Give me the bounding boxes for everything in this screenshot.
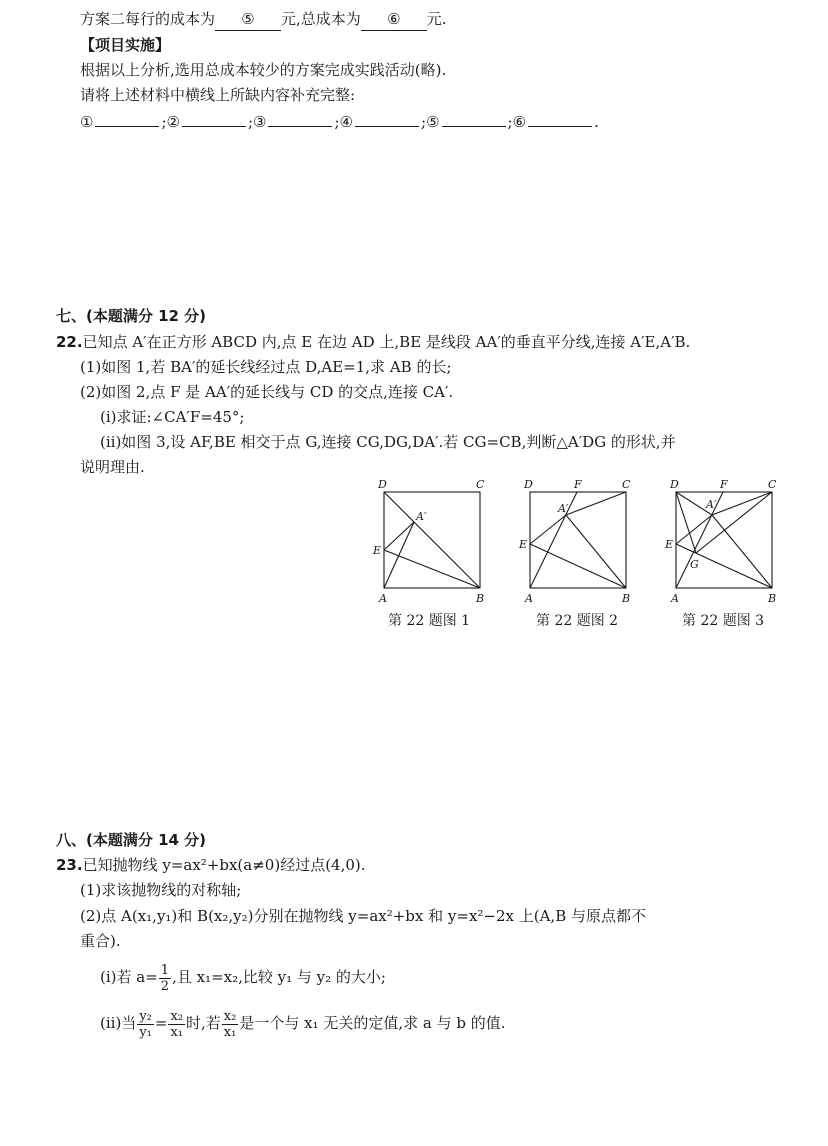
fig2-label-ap: A′ — [558, 502, 569, 515]
fraction-x2-x1-a: $\frac{\text{x₂}}{\text{x₁}}$ — [170, 1008, 183, 1040]
fig1-line-ea — [384, 522, 414, 550]
answer-blanks: ① ;② ;③ ;④ ;⑤ ;⑥ . — [80, 110, 599, 133]
q22-part1: (1)如图 1,若 BA′的延长线经过点 D,AE=1,求 AB 的长; — [80, 358, 452, 376]
fig1-label-a: A — [379, 592, 387, 605]
answer-blank-4[interactable] — [355, 110, 419, 127]
fig2-line-eb — [530, 544, 626, 588]
fig1-label-d: D — [378, 478, 387, 491]
answer-blank-3[interactable] — [268, 110, 332, 127]
answer-blank-5[interactable] — [442, 110, 506, 127]
cost-line: 方案二每行的成本为 ⑤ 元,总成本为 ⑥ 元. — [80, 8, 447, 31]
section8-heading: 八、(本题满分 14 分) — [56, 831, 207, 849]
fig2-label-e: E — [519, 538, 528, 551]
q22-part2ii: (ⅱ)如图 3,设 AF,BE 相交于点 G,连接 CG,DG,DA′.若 CG=CB,判断△A′DG 的形状,并 — [100, 433, 676, 451]
fig2-square — [530, 492, 626, 588]
q22-part2: (2)如图 2,点 F 是 AA′的延长线与 CD 的交点,连接 CA′. — [80, 383, 454, 401]
fig3-line-dg — [676, 492, 696, 553]
section-title-implementation: 【项目实施】 — [80, 36, 171, 54]
fig3-line-ea — [676, 515, 712, 544]
q22-part2ii-cont: 说明理由. — [80, 458, 145, 476]
fig3-label-ap: A′ — [706, 498, 717, 511]
answer-blank-1[interactable] — [95, 110, 159, 127]
q23-stem: 23.已知抛物线 y=ax²+bx(a≠0)经过点(4,0). — [56, 856, 366, 874]
fig3-label-c: C — [768, 478, 777, 491]
instruction-text: 请将上述材料中横线上所缺内容补充完整: — [80, 86, 356, 104]
fig3-label-b: B — [768, 592, 777, 605]
q23-part-ii: (ⅱ)当 $\frac{\text{y₂}}{\text{y₁}}$ = $\frac{\text{x₂}}{\text{x₁}}$ 时,若 $\frac{\text{x₂}}{\text{x₁}}$ 是一个与 x₁ 无关的定值,求 a 与 b 的值. — [100, 1008, 506, 1040]
fig1-label-ap: A′ — [416, 510, 427, 523]
fig3-label-f: F — [720, 478, 728, 491]
q23-part1: (1)求该抛物线的对称轴; — [80, 881, 242, 899]
fraction-x2-x1-b: $\frac{\text{x₂}}{\text{x₁}}$ — [223, 1008, 237, 1040]
q22-stem: 22.已知点 A′在正方形 ABCD 内,点 E 在边 AD 上,BE 是线段 AA′的垂直平分线,连接 A′E,A′B. — [56, 333, 691, 351]
q23-part2-cont: 重合). — [80, 932, 121, 950]
fig1-line-aa — [384, 522, 414, 588]
fig2-label-c: C — [622, 478, 631, 491]
fraction-one-half: $\frac{1}{2}$ — [160, 962, 170, 994]
fig2-label-d: D — [524, 478, 533, 491]
blank-5: ⑤ — [215, 8, 281, 31]
fig3-label-d: D — [670, 478, 679, 491]
q22-figures — [366, 478, 786, 628]
fig1-label-e: E — [373, 544, 382, 557]
fig3-label-a: A — [671, 592, 679, 605]
fig2-line-af — [530, 492, 577, 588]
fig2-caption: 第 22 题图 2 — [536, 613, 619, 629]
fig3-line-ab — [712, 515, 772, 588]
geometry-figures — [366, 478, 786, 628]
blank-6: ⑥ — [361, 8, 427, 31]
fig2-label-b: B — [622, 592, 631, 605]
fig1-label-b: B — [476, 592, 485, 605]
fig2-label-f: F — [574, 478, 582, 491]
fig3-caption: 第 22 题图 3 — [682, 613, 765, 629]
fig2-line-ea — [530, 515, 566, 544]
fraction-y2-y1: $\frac{\text{y₂}}{\text{y₁}}$ — [139, 1008, 152, 1040]
fig1-label-c: C — [476, 478, 485, 491]
fig3-label-e: E — [665, 538, 674, 551]
fig1-caption: 第 22 题图 1 — [388, 613, 471, 629]
q23-part2: (2)点 A(x₁,y₁)和 B(x₂,y₂)分别在抛物线 y=ax²+bx 和 y=x²−2x 上(A,B 与原点都不 — [80, 907, 646, 925]
fig2-label-a: A — [525, 592, 533, 605]
answer-blank-2[interactable] — [182, 110, 246, 127]
answer-blank-6[interactable] — [528, 110, 592, 127]
section7-heading: 七、(本题满分 12 分) — [56, 307, 207, 325]
q23-part-i: (ⅰ)若 a= $\frac{1}{2}$ ,且 x₁=x₂,比较 y₁ 与 y₂ 的大小; — [100, 962, 386, 994]
implementation-text: 根据以上分析,选用总成本较少的方案完成实践活动(略). — [80, 61, 447, 79]
q22-part2i: (ⅰ)求证:∠CA′F=45°; — [100, 408, 245, 426]
fig1-line-db — [384, 492, 480, 588]
fig3-square — [676, 492, 772, 588]
fig2-line-ab — [566, 515, 626, 588]
fig3-label-g: G — [690, 558, 699, 571]
